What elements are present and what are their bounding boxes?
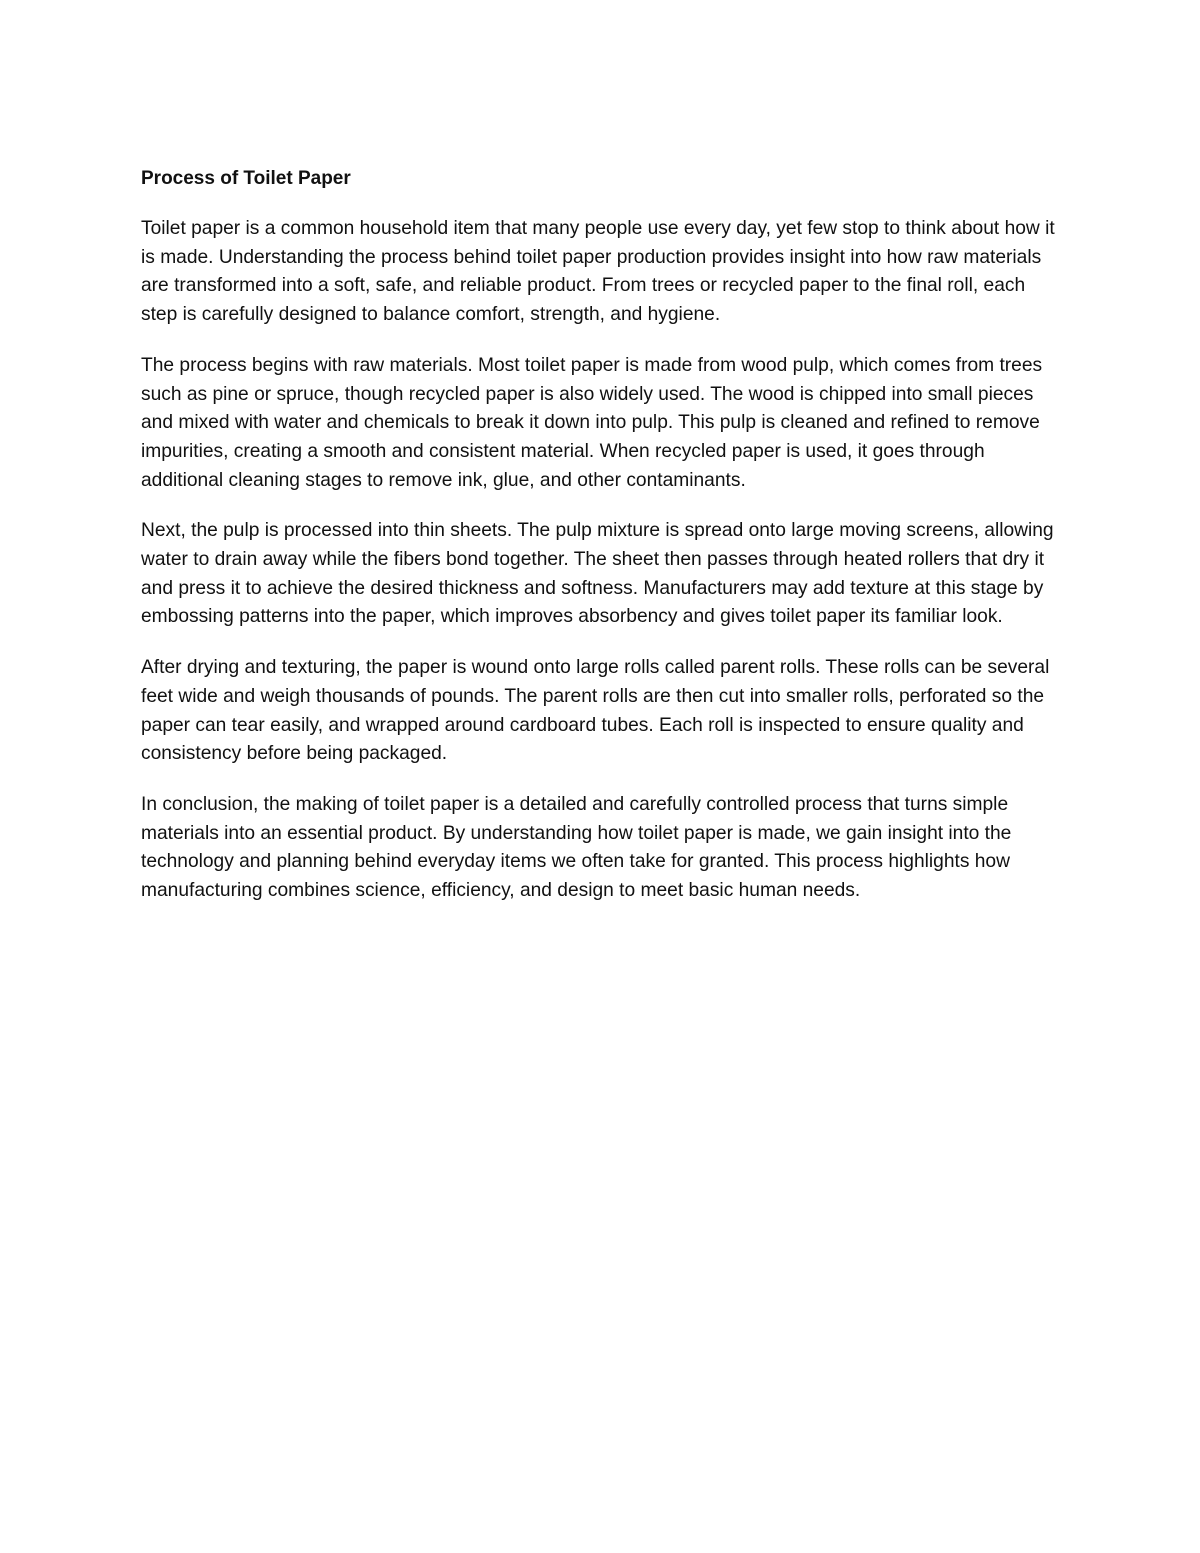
paragraph-raw-materials: The process begins with raw materials. Most toilet paper is made from wood pulp, which comes from trees such as pine or spruce, though recycled paper is also widely used. The wood is chipped into small pieces and mixed with water and chemicals to break it down into pulp. This pulp is cleaned and refined to remove impurities, creating a smooth and consistent material. When recycled paper is used, it goes through additional cleaning stages to remove ink, glue, and other contaminants.: [141, 354, 1043, 491]
document-body: [141, 164, 1059, 928]
paragraph-sheet-processing: Next, the pulp is processed into thin sheets. The pulp mixture is spread onto large moving screens, allowing water to drain away while the fibers bond together. The sheet then passes through heated rollers that dry it and press it to achieve the desired thickness and softness. Manufacturers may add texture at this stage by embossing patterns into the paper, which improves absorbency and gives toilet paper its familiar look.: [141, 520, 1054, 628]
paragraph-parent-rolls: After drying and texturing, the paper is wound onto large rolls called parent rolls. These rolls can be several feet wide and weigh thousands of pounds. The parent rolls are then cut into smaller rolls, perforated so the paper can tear easily, and wrapped around cardboard tubes. Each roll is inspected to ensure quality and consistency before being packaged.: [141, 657, 1050, 765]
document-title: Process of Toilet Paper: [141, 168, 351, 189]
paragraph-introduction: Toilet paper is a common household item that many people use every day, yet few stop to think about how it is made. Understanding the process behind toilet paper production provides insight into how raw materials are transformed into a soft, safe, and reliable product. From trees or recycled paper to the final roll, each step is carefully designed to balance comfort, strength, and hygiene.: [141, 218, 1055, 326]
paragraph-conclusion: In conclusion, the making of toilet paper is a detailed and carefully controlled process that turns simple materials into an essential product. By understanding how toilet paper is made, we gain insight into the technology and planning behind everyday items we often take for granted. This process highlights how manufacturing combines science, efficiency, and design to meet basic human needs.: [141, 793, 1012, 902]
